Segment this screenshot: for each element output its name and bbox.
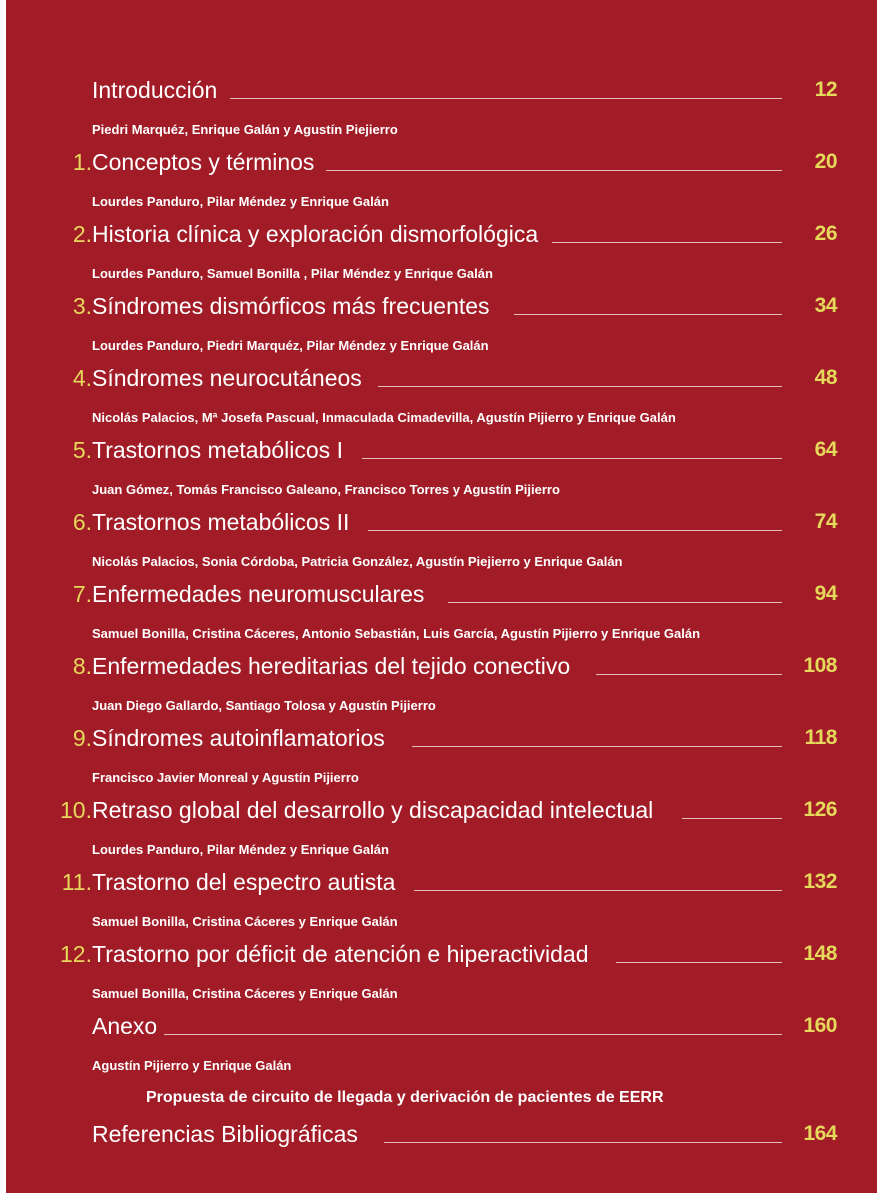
toc-title: Enfermedades hereditarias del tejido conectivo xyxy=(92,653,571,679)
toc-entry[interactable] xyxy=(6,214,877,254)
toc-authors: Lourdes Panduro, Pilar Méndez y Enrique Galán xyxy=(92,842,389,857)
toc-page-number: 108 xyxy=(803,654,837,677)
toc-page-number: 126 xyxy=(803,798,837,821)
toc-number: 1. xyxy=(72,149,92,175)
toc-page-number: 34 xyxy=(814,294,837,317)
toc-page-number: 64 xyxy=(814,438,837,461)
toc-authors: Lourdes Panduro, Pilar Méndez y Enrique Galán xyxy=(92,194,389,209)
toc-number: 8. xyxy=(72,653,92,679)
toc-page xyxy=(6,0,877,1193)
toc-number: 2. xyxy=(72,221,92,247)
leader-line xyxy=(596,674,782,675)
toc-number: 4. xyxy=(72,365,92,391)
leader-line xyxy=(384,1142,782,1143)
toc-page-number: 164 xyxy=(803,1122,837,1145)
toc-authors: Juan Diego Gallardo, Santiago Tolosa y Agustín Pijierro xyxy=(92,698,436,713)
toc-entry-references[interactable] xyxy=(6,1114,877,1154)
toc-number: 11. xyxy=(61,869,92,895)
toc-title: Trastornos metabólicos I xyxy=(92,437,343,463)
leader-line xyxy=(326,170,782,171)
leader-line xyxy=(164,1034,782,1035)
annex-subitem[interactable]: Propuesta de circuito de llegada y derivación de pacientes de EERR xyxy=(146,1089,664,1106)
toc-page-number: 118 xyxy=(804,726,837,749)
toc-page-number: 132 xyxy=(803,870,837,893)
toc-entry[interactable] xyxy=(6,358,877,398)
toc-entry[interactable] xyxy=(6,646,877,686)
toc-number: 6. xyxy=(72,509,92,535)
leader-line xyxy=(412,746,782,747)
toc-page-number: 20 xyxy=(814,150,837,173)
toc-entry[interactable] xyxy=(6,574,877,614)
toc-entry[interactable] xyxy=(6,286,877,326)
toc-entry[interactable] xyxy=(6,718,877,758)
leader-line xyxy=(362,458,782,459)
toc-entry[interactable] xyxy=(6,862,877,902)
leader-line xyxy=(552,242,782,243)
toc-entry[interactable] xyxy=(6,70,877,110)
leader-line xyxy=(378,386,782,387)
leader-line xyxy=(514,314,782,315)
leader-line xyxy=(616,962,782,963)
toc-title: Trastorno del espectro autista xyxy=(92,869,396,895)
toc-title: Referencias Bibliográficas xyxy=(92,1121,358,1147)
toc-title: Anexo xyxy=(92,1013,158,1039)
toc-title: Síndromes autoinflamatorios xyxy=(92,725,385,751)
toc-entry[interactable] xyxy=(6,502,877,542)
toc-authors: Samuel Bonilla, Cristina Cáceres y Enrique Galán xyxy=(92,986,398,1001)
toc-entry[interactable] xyxy=(6,1006,877,1046)
toc-authors: Juan Gómez, Tomás Francisco Galeano, Francisco Torres y Agustín Pijierro xyxy=(92,482,560,497)
toc-page-number: 94 xyxy=(814,582,837,605)
leader-line xyxy=(448,602,782,603)
toc-number: 10. xyxy=(60,797,92,823)
toc-title: Retraso global del desarrollo y discapacidad intelectual xyxy=(92,797,654,823)
toc-authors: Lourdes Panduro, Piedri Marquéz, Pilar Méndez y Enrique Galán xyxy=(92,338,489,353)
leader-line xyxy=(682,818,782,819)
leader-line xyxy=(368,530,782,531)
toc-number: 3. xyxy=(72,293,92,319)
toc-authors: Samuel Bonilla, Cristina Cáceres y Enrique Galán xyxy=(92,914,398,929)
toc-page-number: 148 xyxy=(803,942,837,965)
toc-page-number: 12 xyxy=(814,78,837,101)
toc-number: 5. xyxy=(72,437,92,463)
toc-title: Síndromes neurocutáneos xyxy=(92,365,362,391)
toc-number: 7. xyxy=(72,581,92,607)
toc-title: Síndromes dismórficos más frecuentes xyxy=(92,293,490,319)
toc-number: 9. xyxy=(72,725,92,751)
toc-authors: Nicolás Palacios, Mª Josefa Pascual, Inmaculada Cimadevilla, Agustín Pijierro y Enrique Galán xyxy=(92,410,676,425)
toc-number: 12. xyxy=(60,941,92,967)
toc-page-number: 160 xyxy=(803,1014,837,1037)
toc-entry[interactable] xyxy=(6,790,877,830)
toc-page-number: 26 xyxy=(814,222,837,245)
toc-title: Conceptos y términos xyxy=(92,149,315,175)
toc-entry[interactable] xyxy=(6,142,877,182)
toc-title: Trastornos metabólicos II xyxy=(92,509,350,535)
leader-line xyxy=(414,890,782,891)
toc-title: Trastorno por déficit de atención e hiperactividad xyxy=(92,941,589,967)
toc-authors: Francisco Javier Monreal y Agustín Pijierro xyxy=(92,770,359,785)
toc-authors: Piedri Marquéz, Enrique Galán y Agustín Piejierro xyxy=(92,122,398,137)
toc-page-number: 74 xyxy=(814,510,837,533)
toc-authors: Agustín Pijierro y Enrique Galán xyxy=(92,1058,292,1073)
leader-line xyxy=(230,98,782,99)
toc-title: Historia clínica y exploración dismorfológica xyxy=(92,221,539,247)
toc-entry[interactable] xyxy=(6,430,877,470)
toc-title: Introducción xyxy=(92,77,218,103)
toc-authors: Nicolás Palacios, Sonia Córdoba, Patricia González, Agustín Piejierro y Enrique Galán xyxy=(92,554,623,569)
toc-authors: Samuel Bonilla, Cristina Cáceres, Antonio Sebastián, Luis García, Agustín Pijierro y Enrique Galán xyxy=(92,626,701,641)
toc-page-number: 48 xyxy=(814,366,837,389)
toc-entry[interactable] xyxy=(6,934,877,974)
toc-authors: Lourdes Panduro, Samuel Bonilla , Pilar Méndez y Enrique Galán xyxy=(92,266,493,281)
toc-title: Enfermedades neuromusculares xyxy=(92,581,425,607)
